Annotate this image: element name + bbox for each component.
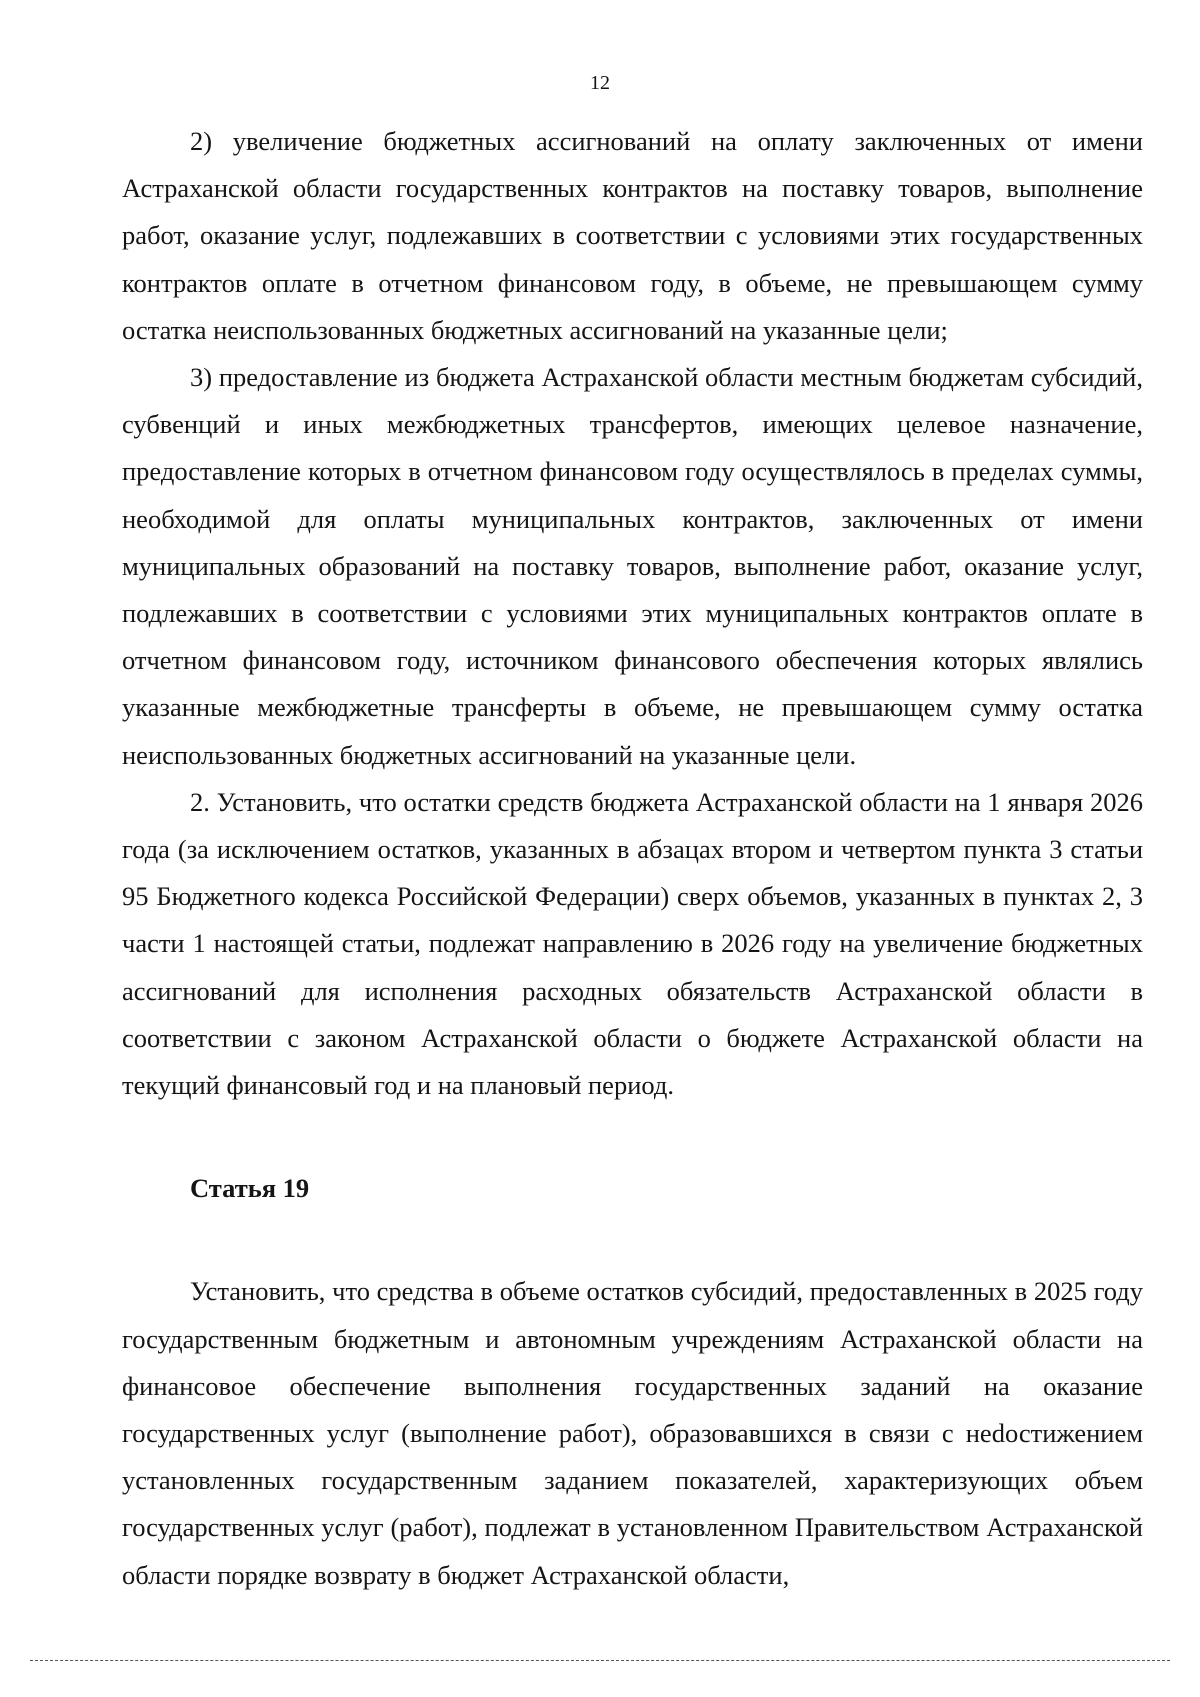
paragraph-item-2: 2) увеличение бюджетных ассигнований на оплату заключенных от имени Астраханской области государственных контрактов на поставку товаров, выполнение работ, оказание услуг, подлежавших в соответствии с условиями этих государственных контрактов оплате в отчетном финансовом году, в объеме, не превышающем сумму остатка неиспользованных бюджетных ассигнований на указанные цели; <box>122 126 1143 345</box>
page-number: 12 <box>590 72 610 94</box>
bottom-rule <box>30 1660 1170 1661</box>
paragraph-part-2: 2. Установить, что остатки средств бюджета Астраханской области на 1 января 2026 года (за исключением остатков, указанных в абзацах втором и четвертом пункта 3 статьи 95 Бюджетного кодекса Российской Федерации) сверх объемов, указанных в пунктах 2, 3 части 1 настоящей статьи, подлежат направлению в 2026 году на увеличение бюджетных ассигнований для исполнения расходных обязательств Астраханской области в соответствии с законом Астраханской области о бюджете Астраханской области на текущий финансовый год и на плановый период. <box>122 786 1143 1101</box>
document-body <box>122 118 1143 1599</box>
article-heading: Статья 19 <box>190 1173 310 1204</box>
article-19-text: Установить, что средства в объеме остатков субсидий, предоставленных в 2025 году государственным бюджетным и автономным учреждениям Астраханской области на финансовое обеспечение выполнения государственных заданий на оказание государственных услуг (выполнение работ), образовавшихся в связи с неdостижением установленных государственным заданием показателей, характеризующих объем государственных услуг (работ), подлежат в установленном Правительством Астраханской области порядке возврату в бюджет Астраханской области, <box>122 1276 1143 1590</box>
paragraph-item-3: 3) предоставление из бюджета Астраханской области местным бюджетам субсидий, субвенций и иных межбюджетных трансфертов, имеющих целевое назначение, предоставление которых в отчетном финансовом году осуществлялось в пределах суммы, необходимой для оплаты муниципальных контрактов, заключенных от имени муниципальных образований на поставку товаров, выполнение работ, оказание услуг, подлежавших в соответствии с условиями этих муниципальных контрактов оплате в отчетном финансовом году, источником финансового обеспечения которых являлись указанные межбюджетные трансферты в объеме, не превышающем сумму остатка неиспользованных бюджетных ассигнований на указанные цели. <box>122 362 1143 770</box>
